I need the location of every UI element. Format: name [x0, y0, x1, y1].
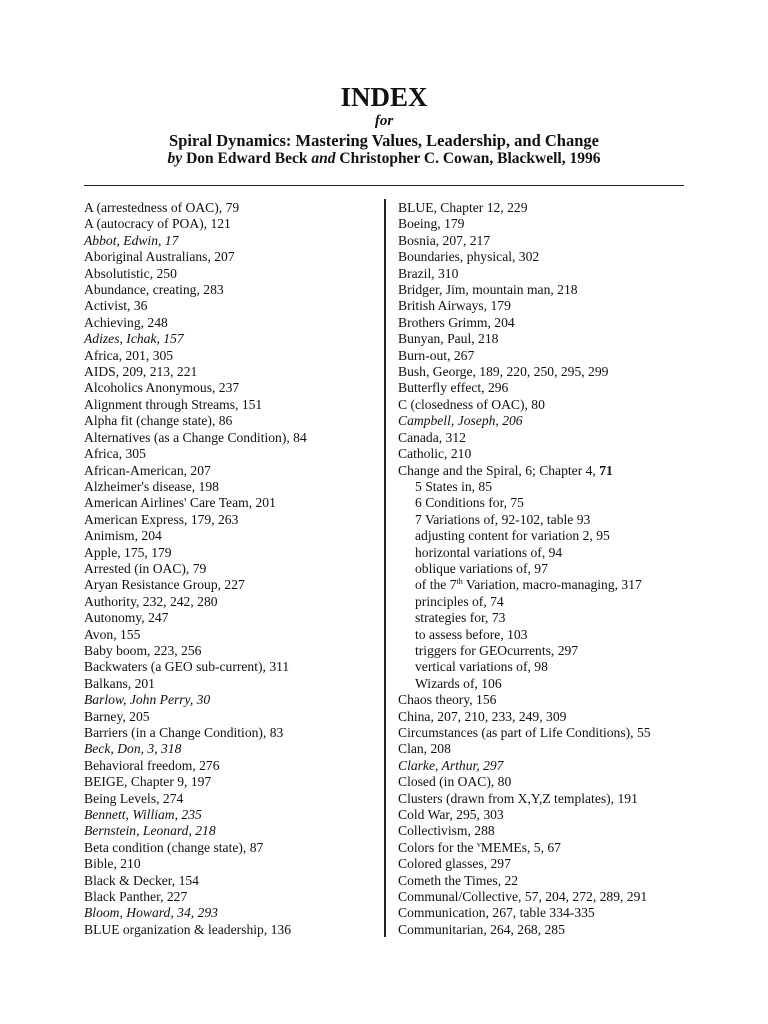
entry-text: Burn-out, 267: [398, 347, 475, 363]
index-subentry: [398, 528, 688, 544]
index-entry: [84, 266, 380, 282]
entry-text: Alignment through Streams, 151: [84, 396, 263, 412]
index-entry: [398, 922, 688, 938]
entry-text: British Airways, 179: [398, 298, 511, 314]
index-entry: [398, 249, 688, 265]
index-entry: [84, 643, 380, 659]
index-entry: [84, 741, 380, 757]
index-header: [0, 82, 768, 168]
index-entry: [84, 315, 380, 331]
index-entry: [84, 331, 380, 347]
entry-text: Brothers Grimm, 204: [398, 314, 515, 330]
index-subentry: [398, 512, 688, 528]
index-entry: [84, 807, 380, 823]
index-entry: [84, 282, 380, 298]
entry-text: triggers for GEOcurrents, 297: [415, 642, 579, 658]
index-entry: [398, 807, 688, 823]
entry-text: Cold War, 295, 303: [398, 807, 504, 823]
entry-text: Closed (in OAC), 80: [398, 774, 512, 790]
index-entry: [398, 791, 688, 807]
entry-text: C (closedness of OAC), 80: [398, 396, 545, 412]
index-entry: [398, 446, 688, 462]
entry-text: Wizards of, 106: [415, 675, 502, 691]
index-entry: [84, 348, 380, 364]
index-entry: [398, 282, 688, 298]
entry-text: oblique variations of, 97: [415, 560, 548, 576]
entry-text: 6 Conditions for, 75: [415, 495, 524, 511]
index-entry: [84, 528, 380, 544]
entry-text: Abbot, Edwin, 17: [84, 232, 179, 248]
index-entry: [84, 512, 380, 528]
entry-text: Bernstein, Leonard, 218: [84, 823, 216, 839]
entry-text: strategies for, 73: [415, 610, 506, 626]
index-entry: [84, 380, 380, 396]
index-entry: [398, 823, 688, 839]
entry-text: Africa, 201, 305: [84, 347, 174, 363]
index-entry: [84, 791, 380, 807]
entry-text: China, 207, 210, 233, 249, 309: [398, 708, 567, 724]
index-subentry: [398, 495, 688, 511]
index-entry: [398, 380, 688, 396]
index-entry: [398, 266, 688, 282]
entry-text: of the 7: [415, 577, 457, 593]
index-entry: [84, 873, 380, 889]
entry-text: Bridger, Jim, mountain man, 218: [398, 282, 578, 298]
entry-text: Activist, 36: [84, 298, 148, 314]
entry-text: Bloom, Howard, 34, 293: [84, 905, 218, 921]
index-entry: [398, 741, 688, 757]
index-entry: [398, 463, 688, 479]
index-entry: [398, 397, 688, 413]
index-entry: [84, 594, 380, 610]
entry-text: Bush, George, 189, 220, 250, 295, 299: [398, 364, 609, 380]
entry-text: Animism, 204: [84, 528, 162, 544]
index-entry: [84, 463, 380, 479]
entry-text: Campbell, Joseph, 206: [398, 413, 523, 429]
entry-text: American Express, 179, 263: [84, 511, 239, 527]
entry-text: Bunyan, Paul, 218: [398, 331, 499, 347]
index-entry: [84, 577, 380, 593]
index-entry: [398, 709, 688, 725]
index-entry: [398, 758, 688, 774]
author-1: Don Edward Beck: [186, 150, 308, 167]
index-entry: [84, 659, 380, 675]
entry-text: Communitarian, 264, 268, 285: [398, 921, 565, 937]
index-subentry: [398, 676, 688, 692]
entry-text: African-American, 207: [84, 462, 211, 478]
entry-text: Black & Decker, 154: [84, 872, 199, 888]
entry-text: Barriers (in a Change Condition), 83: [84, 725, 284, 740]
entry-text: Clarke, Arthur, 297: [398, 757, 504, 773]
index-entry: [398, 840, 688, 856]
index-entry: [398, 298, 688, 314]
index-subentry: [398, 627, 688, 643]
entry-text: BLUE, Chapter 12, 229: [398, 200, 528, 215]
index-entry: [398, 348, 688, 364]
bold-page-ref: 71: [599, 462, 613, 478]
index-entry: [84, 692, 380, 708]
entry-text: Abundance, creating, 283: [84, 282, 224, 298]
entry-text: Autonomy, 247: [84, 610, 169, 626]
index-entry: [84, 709, 380, 725]
entry-text: Alcoholics Anonymous, 237: [84, 380, 240, 396]
index-subentry: [398, 479, 688, 495]
entry-text: to assess before, 103: [415, 626, 528, 642]
entry-text: Baby boom, 223, 256: [84, 642, 202, 658]
for-label: for: [374, 113, 394, 129]
entry-text: Clan, 208: [398, 741, 451, 757]
entry-text: Colored glasses, 297: [398, 856, 511, 872]
entry-text: Alzheimer's disease, 198: [84, 478, 219, 494]
index-entry: [398, 774, 688, 790]
index-entry: [84, 216, 380, 232]
index-subentry: [398, 594, 688, 610]
index-entry: [84, 889, 380, 905]
entry-text: Bible, 210: [84, 856, 141, 872]
entry-text: Boeing, 179: [398, 216, 465, 232]
index-entry: [398, 430, 688, 446]
entry-text: BLUE organization & leadership, 136: [84, 921, 292, 937]
book-title: Spiral Dynamics: Mastering Values, Leadership, and Change: [169, 131, 599, 150]
entry-text: vertical variations of, 98: [415, 659, 548, 675]
entry-text: Cometh the Times, 22: [398, 872, 519, 888]
index-subentry: [398, 561, 688, 577]
index-entry: [398, 233, 688, 249]
entry-text: Aryan Resistance Group, 227: [84, 577, 245, 593]
column-divider: [384, 199, 386, 937]
index-entry: [398, 725, 688, 741]
entry-text-continued: MEMEs, 5, 67: [480, 839, 561, 855]
entry-text: 5 States in, 85: [415, 478, 493, 494]
entry-text: Being Levels, 274: [84, 790, 184, 806]
right-column: [398, 200, 688, 938]
entry-text: A (autocracy of POA), 121: [84, 216, 231, 232]
entry-text: Communication, 267, table 334-335: [398, 905, 595, 921]
index-entry: [84, 200, 380, 216]
entry-text: Alternatives (as a Change Condition), 84: [84, 429, 307, 445]
entry-text: Barney, 205: [84, 708, 150, 724]
entry-text: principles of, 74: [415, 593, 504, 609]
entry-text: Butterfly effect, 296: [398, 380, 509, 396]
index-subentry: [398, 545, 688, 561]
index-entry: [84, 430, 380, 446]
index-entry: [398, 873, 688, 889]
entry-text: Bennett, William, 235: [84, 807, 202, 823]
index-entry: [84, 840, 380, 856]
entry-text: Behavioral freedom, 276: [84, 757, 220, 773]
index-entry: [398, 692, 688, 708]
entry-text: Colors for the: [398, 839, 477, 855]
index-entry: [84, 856, 380, 872]
entry-text: Apple, 175, 179: [84, 544, 172, 560]
index-entry: [84, 561, 380, 577]
entry-text: A (arrestedness of OAC), 79: [84, 200, 240, 215]
entry-text: Chaos theory, 156: [398, 692, 497, 708]
index-entry: [84, 364, 380, 380]
index-entry: [84, 774, 380, 790]
entry-text: Absolutistic, 250: [84, 265, 177, 281]
page-title: INDEX: [340, 82, 428, 112]
index-entry: [84, 233, 380, 249]
index-entry: [84, 676, 380, 692]
entry-text: Change and the Spiral, 6; Chapter 4,: [398, 462, 600, 478]
entry-text: Communal/Collective, 57, 204, 272, 289, 291: [398, 889, 648, 905]
index-entry: [84, 610, 380, 626]
entry-text: Canada, 312: [398, 429, 466, 445]
index-entry: [84, 905, 380, 921]
index-subentry: [398, 643, 688, 659]
index-entry: [398, 413, 688, 429]
index-entry: [84, 495, 380, 511]
index-entry: [398, 364, 688, 380]
entry-text: Beck, Don, 3, 318: [84, 741, 182, 757]
by-label: by: [167, 150, 183, 167]
index-entry: [84, 922, 380, 938]
entry-text: Authority, 232, 242, 280: [84, 593, 218, 609]
left-column: [84, 200, 380, 938]
entry-text: Aboriginal Australians, 207: [84, 249, 235, 265]
index-entry: [398, 315, 688, 331]
entry-text: Bosnia, 207, 217: [398, 232, 491, 248]
entry-text: Africa, 305: [84, 446, 146, 462]
index-entry: [84, 758, 380, 774]
entry-text: AIDS, 209, 213, 221: [84, 364, 198, 380]
entry-text: Collectivism, 288: [398, 823, 495, 839]
index-entry: [398, 856, 688, 872]
index-entry: [398, 905, 688, 921]
entry-text: horizontal variations of, 94: [415, 544, 563, 560]
index-entry: [84, 823, 380, 839]
entry-text: Circumstances (as part of Life Conditions), 55: [398, 725, 651, 740]
index-subentry: [398, 610, 688, 626]
index-entry: [398, 216, 688, 232]
superscript: th: [456, 577, 463, 587]
entry-text: Alpha fit (change state), 86: [84, 413, 233, 429]
entry-text: Backwaters (a GEO sub-current), 311: [84, 659, 290, 675]
index-entry: [398, 331, 688, 347]
index-entry: [84, 397, 380, 413]
index-entry: [84, 249, 380, 265]
entry-text: American Airlines' Care Team, 201: [84, 495, 276, 511]
header-rule: [84, 185, 684, 186]
entry-text: Black Panther, 227: [84, 889, 188, 905]
index-subentry: [398, 577, 688, 593]
entry-text: BEIGE, Chapter 9, 197: [84, 774, 212, 790]
entry-text: Barlow, John Perry, 30: [84, 692, 211, 708]
entry-text: Clusters (drawn from X,Y,Z templates), 191: [398, 790, 638, 806]
entry-text: Adizes, Ichak, 157: [84, 331, 184, 347]
entry-text: Catholic, 210: [398, 446, 472, 462]
index-entry: [84, 627, 380, 643]
index-entry: [398, 200, 688, 216]
and-label: and: [311, 150, 336, 167]
index-entry: [84, 545, 380, 561]
index-entry: [84, 446, 380, 462]
entry-text: adjusting content for variation 2, 95: [415, 528, 610, 544]
entry-text: Avon, 155: [84, 626, 141, 642]
entry-text-continued: Variation, macro-managing, 317: [462, 577, 642, 593]
index-entry: [398, 889, 688, 905]
index-entry: [84, 479, 380, 495]
superscript: v: [476, 839, 481, 849]
index-entry: [84, 298, 380, 314]
byline: [0, 150, 768, 168]
entry-text: Arrested (in OAC), 79: [84, 560, 207, 576]
index-entry: [84, 725, 380, 741]
entry-text: Brazil, 310: [398, 265, 459, 281]
entry-text: Achieving, 248: [84, 314, 168, 330]
index-entry: [84, 413, 380, 429]
author-2-publisher: Christopher C. Cowan, Blackwell, 1996: [339, 150, 601, 167]
entry-text: 7 Variations of, 92-102, table 93: [415, 511, 591, 527]
entry-text: Beta condition (change state), 87: [84, 839, 264, 855]
entry-text: Balkans, 201: [84, 675, 155, 691]
entry-text: Boundaries, physical, 302: [398, 249, 540, 265]
index-subentry: [398, 659, 688, 675]
